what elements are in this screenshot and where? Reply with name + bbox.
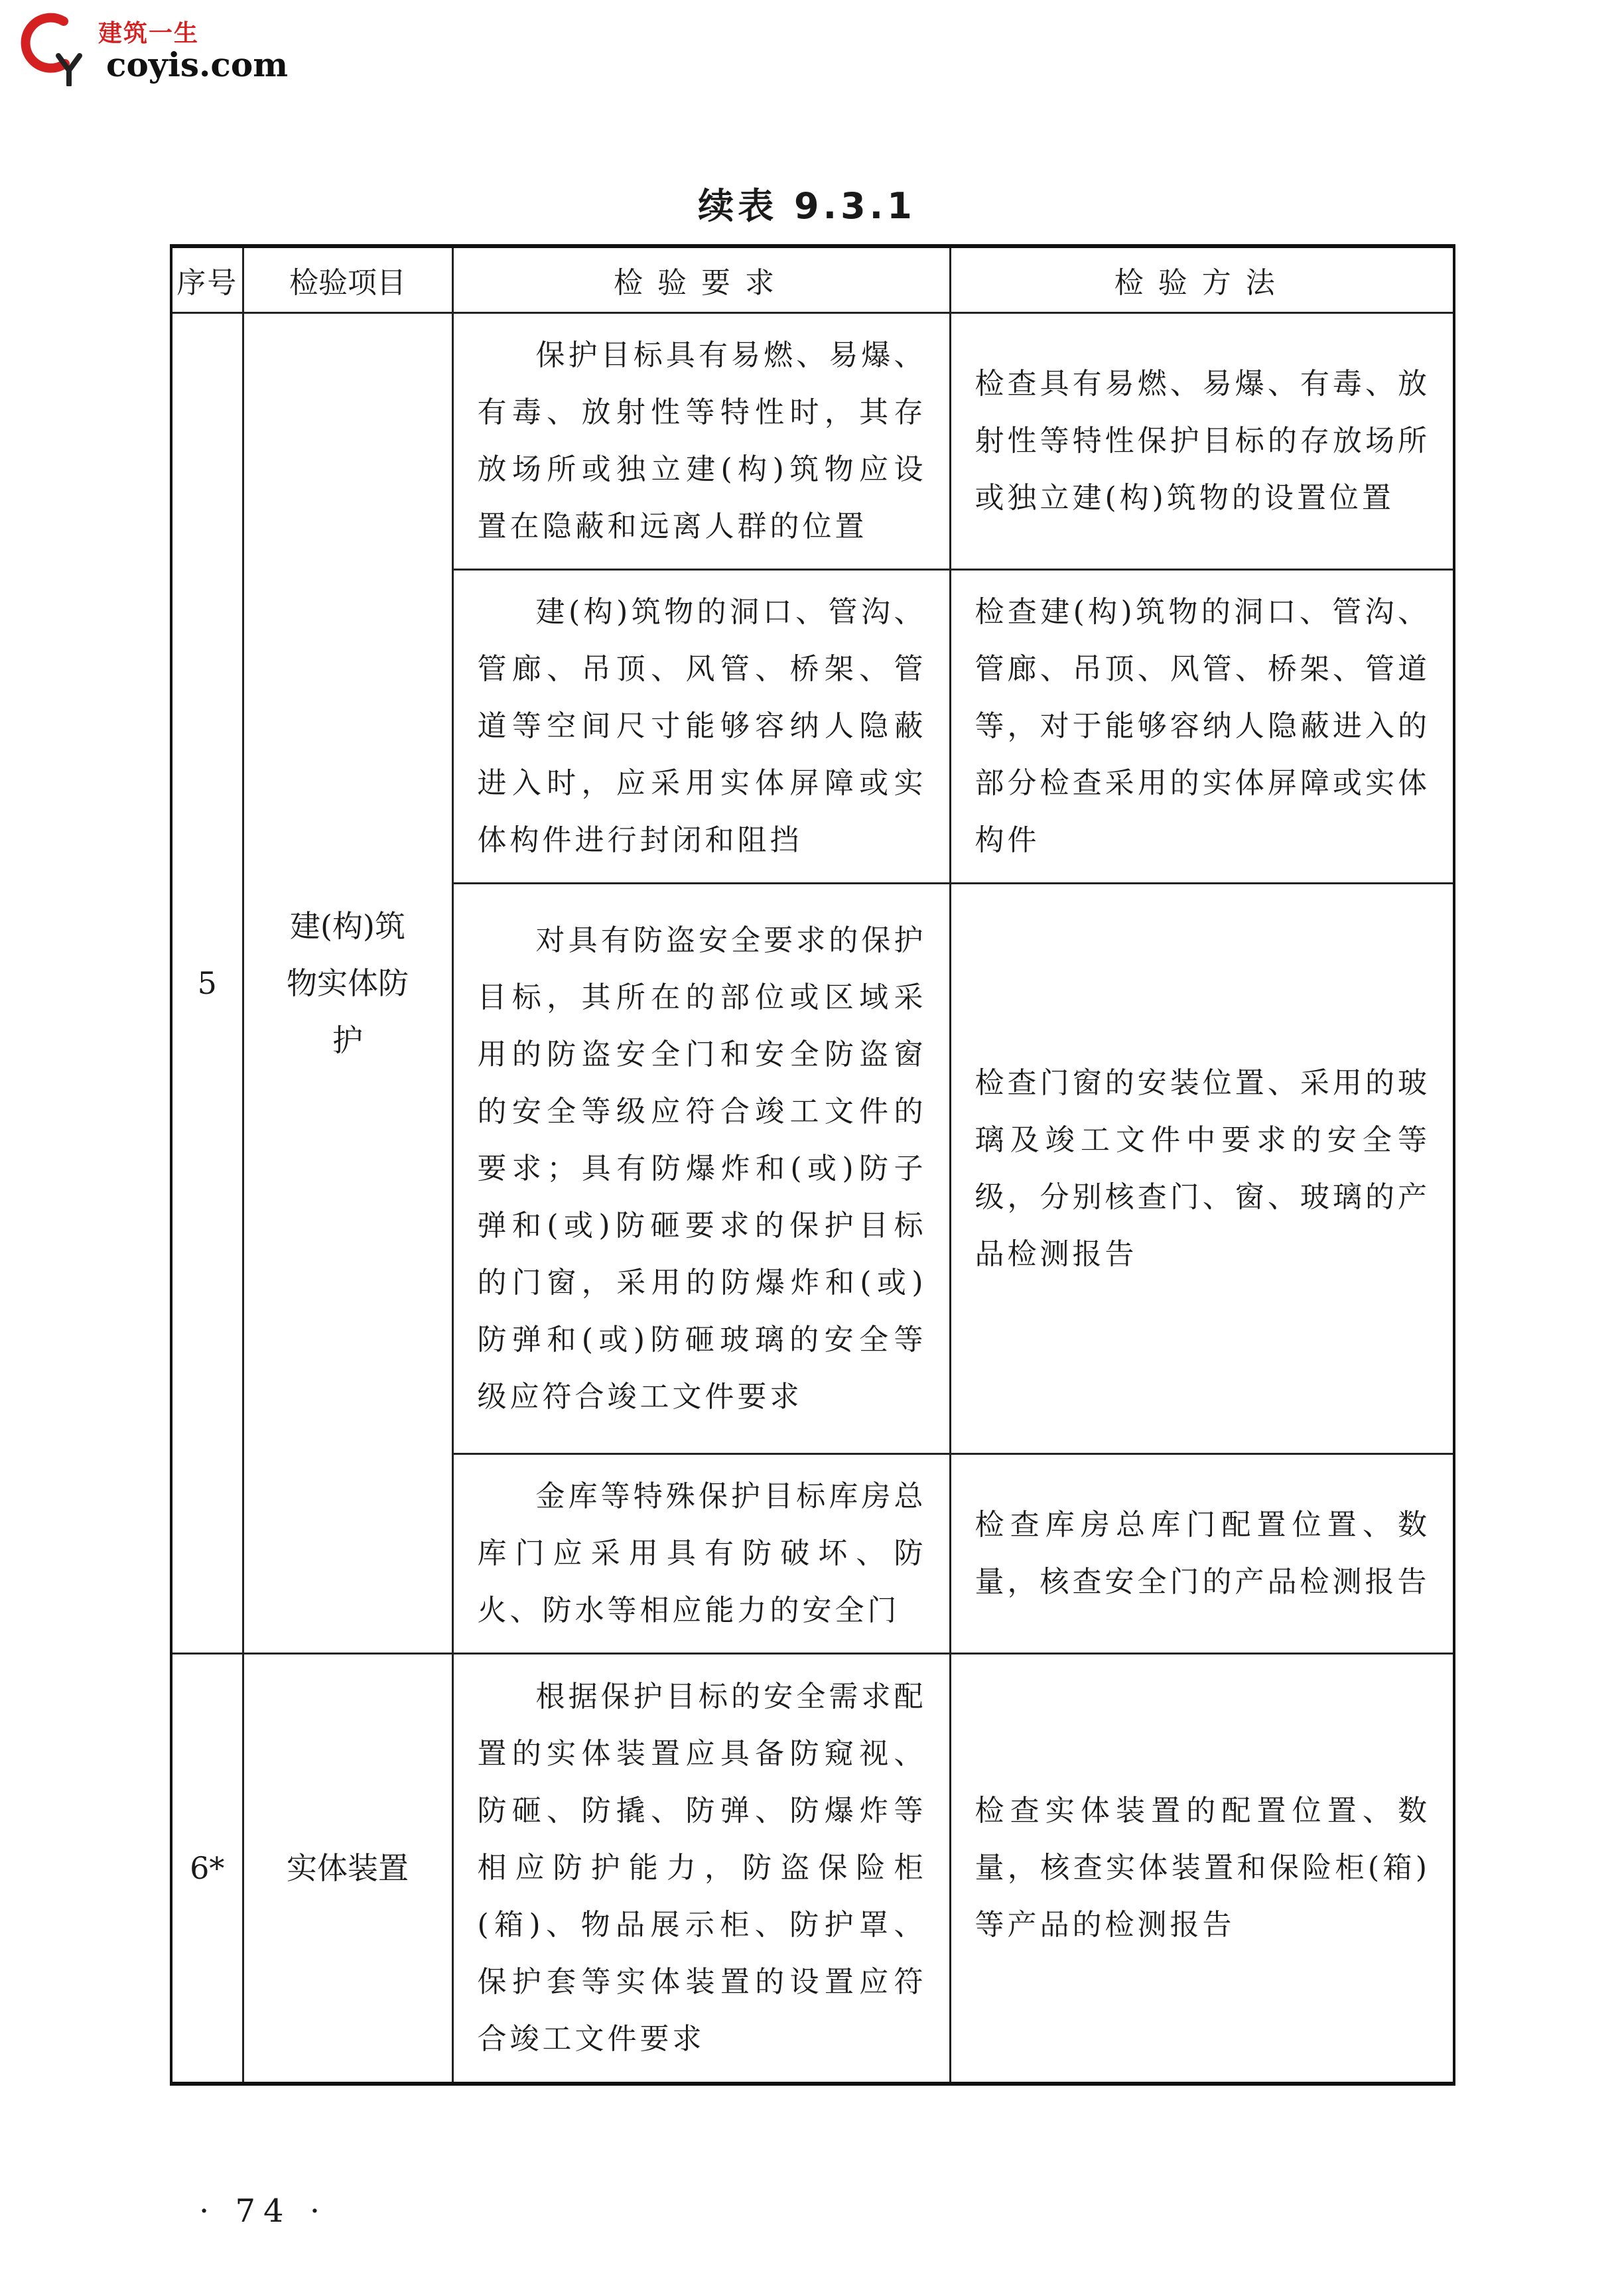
row-item: 实体装置	[243, 1654, 452, 2084]
row-item-text: 建(构)筑物实体防护	[287, 908, 409, 1058]
table-row	[171, 313, 1454, 570]
header-method: 检验方法	[950, 246, 1454, 313]
header-requirement: 检验要求	[452, 246, 950, 313]
header-seq: 序号	[171, 246, 243, 313]
row-seq: 6*	[171, 1654, 243, 2084]
table-header-row	[171, 246, 1454, 313]
row-requirement: 对具有防盗安全要求的保护目标，其所在的部位或区域采用的防盗安全门和安全防盗窗的安全等级应符合竣工文件的要求；具有防爆炸和(或)防子弹和(或)防砸要求的保护目标的门窗，采用的防爆炸和(或)防弹和(或)防砸玻璃的安全等级应符合竣工文件要求	[452, 884, 950, 1454]
table-row	[171, 1654, 1454, 2084]
row-requirement: 金库等特殊保护目标库房总库门应采用具有防破坏、防火、防水等相应能力的安全门	[452, 1454, 950, 1654]
table-title: 续表 9.3.1	[698, 185, 916, 227]
row-requirement: 保护目标具有易燃、易爆、有毒、放射性等特性时，其存放场所或独立建(构)筑物应设置在隐蔽和远离人群的位置	[452, 313, 950, 570]
row-requirement: 根据保护目标的安全需求配置的实体装置应具备防窥视、防砸、防撬、防弹、防爆炸等相应防护能力，防盗保险柜(箱)、物品展示柜、防护罩、保护套等实体装置的设置应符合竣工文件要求	[452, 1654, 950, 2084]
coyis-logo-icon	[12, 7, 85, 86]
row-method: 检查门窗的安装位置、采用的玻璃及竣工文件中要求的安全等级，分别核查门、窗、玻璃的产品检测报告	[950, 884, 1454, 1454]
row-method: 检查具有易燃、易爆、有毒、放射性等特性保护目标的存放场所或独立建(构)筑物的设置位置	[950, 313, 1454, 570]
row-method: 检查建(构)筑物的洞口、管沟、管廊、吊顶、风管、桥架、管道等，对于能够容纳人隐蔽进入的部分检查采用的实体屏障或实体构件	[950, 570, 1454, 884]
row-seq: 5	[171, 313, 243, 1654]
page-number: · 74 ·	[199, 2193, 328, 2230]
row-item	[243, 313, 452, 1654]
watermark-url: coyis.com	[106, 45, 289, 84]
row-method: 检查实体装置的配置位置、数量，核查实体装置和保险柜(箱)等产品的检测报告	[950, 1654, 1454, 2084]
header-item: 检验项目	[243, 246, 452, 313]
row-method: 检查库房总库门配置位置、数量，核查安全门的产品检测报告	[950, 1454, 1454, 1654]
row-requirement: 建(构)筑物的洞口、管沟、管廊、吊顶、风管、桥架、管道等空间尺寸能够容纳人隐蔽进入时，应采用实体屏障或实体构件进行封闭和阻挡	[452, 570, 950, 884]
inspection-table	[170, 244, 1455, 2086]
watermark-logo	[12, 7, 291, 86]
watermark-chinese-text: 建筑一生	[98, 20, 200, 47]
